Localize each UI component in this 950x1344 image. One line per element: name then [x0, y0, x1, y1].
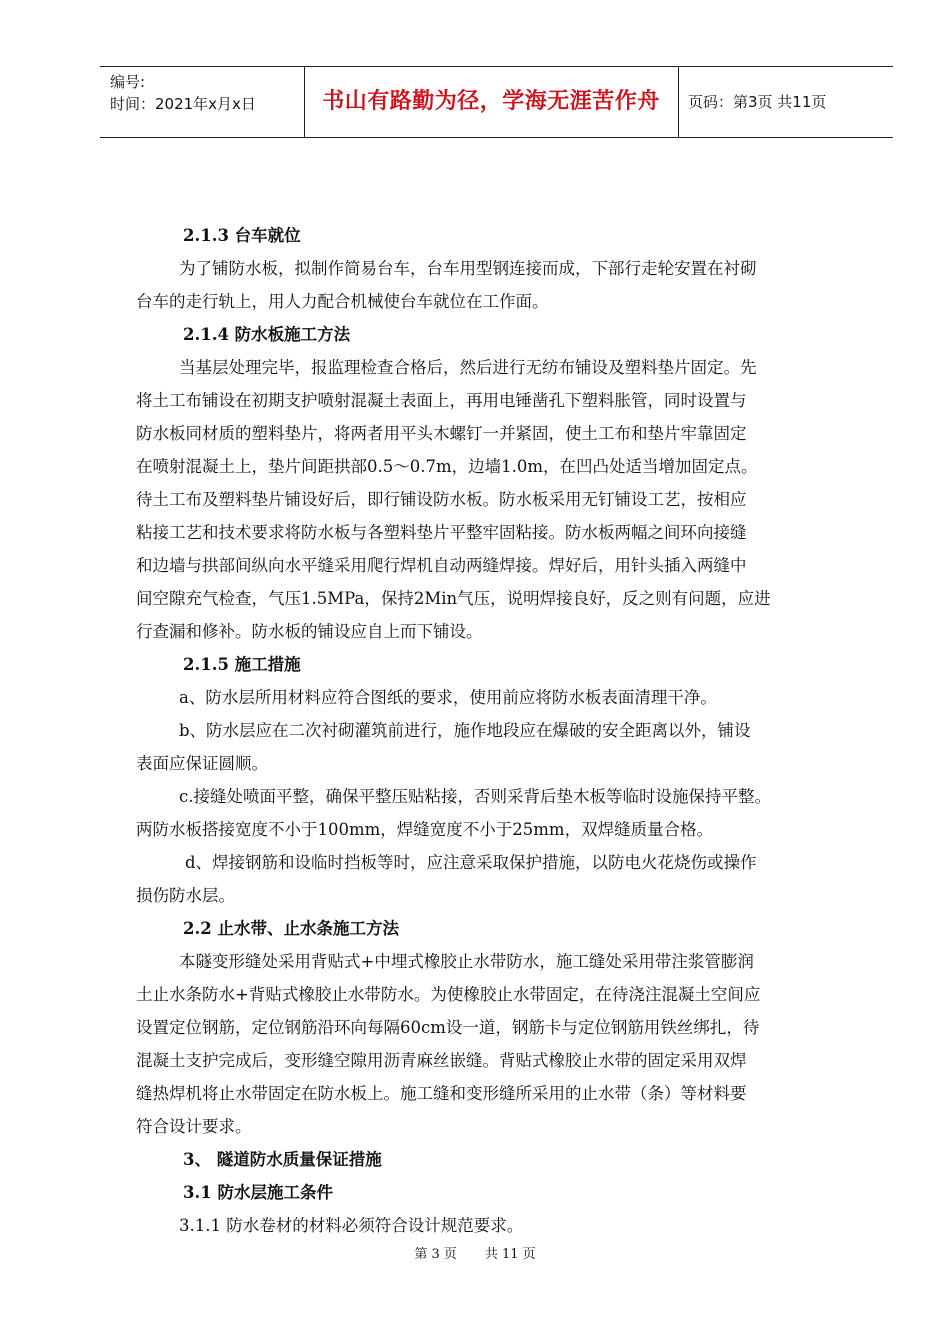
- section-heading-3: 3、 隧道防水质量保证措施: [183, 1150, 382, 1169]
- paragraph-line: 符合设计要求。: [136, 1117, 252, 1136]
- paragraph-line: 待土工布及塑料垫片铺设好后，即行铺设防水板。防水板采用无钉铺设工艺，按相应: [136, 490, 747, 509]
- footer-page-number: 第 3 页: [414, 1247, 457, 1262]
- paragraph-line: 3.1.1 防水卷材的材料必须符合设计规范要求。: [179, 1216, 524, 1235]
- paragraph-line: 缝热焊机将止水带固定在防水板上。施工缝和变形缝所采用的止水带（条）等材料要: [136, 1084, 747, 1103]
- paragraph-line: 设置定位钢筋，定位钢筋沿环向每隔60cm设一道，钢筋卡与定位钢筋用铁丝绑扎，待: [136, 1018, 760, 1037]
- header-motto: 书山有路勤为径，学海无涯苦作舟: [322, 89, 660, 114]
- paragraph-line: 当基层处理完毕，报监理检查合格后，然后进行无纺布铺设及塑料垫片固定。先: [179, 358, 757, 377]
- section-heading-2-2: 2.2 止水带、止水条施工方法: [183, 919, 399, 938]
- list-item: b、防水层应在二次衬砌灌筑前进行，施作地段应在爆破的安全距离以外，铺设: [179, 721, 751, 740]
- paragraph-line: 本隧变形缝处采用背贴式+中埋式橡胶止水带防水，施工缝处采用带注浆管膨润: [179, 952, 754, 971]
- list-item: c.接缝处喷面平整，确保平整压贴粘接，否则采背后垫木板等临时设施保持平整。: [179, 787, 771, 806]
- paragraph-line: 将土工布铺设在初期支护喷射混凝土表面上，再用电锤凿孔下塑料胀管，同时设置与: [136, 391, 747, 410]
- list-item: 表面应保证圆顺。: [136, 754, 268, 773]
- page-footer: [0, 1243, 950, 1262]
- paragraph-line: 防水板同材质的塑料垫片，将两者用平头木螺钉一并紧固，使土工布和垫片牢靠固定: [136, 424, 747, 443]
- list-item: d、焊接钢筋和设临时挡板等时，应注意采取保护措施，以防电火花烧伤或操作: [185, 853, 757, 872]
- paragraph-line: 和边墙与拱部间纵向水平缝采用爬行焊机自动两缝焊接。焊好后，用针头插入两缝中: [136, 556, 747, 575]
- paragraph-line: 台车的走行轨上，用人力配合机械使台车就位在工作面。: [136, 292, 549, 311]
- paragraph-line: 粘接工艺和技术要求将防水板与各塑料垫片平整牢固粘接。防水板两幅之间环向接缝: [136, 523, 747, 542]
- paragraph-line: 行查漏和修补。防水板的铺设应自上而下铺设。: [136, 622, 483, 641]
- section-heading-2-1-5: 2.1.5 施工措施: [183, 655, 301, 674]
- section-heading-2-1-4: 2.1.4 防水板施工方法: [183, 325, 351, 344]
- header-number: 编号:: [110, 73, 146, 91]
- header-divider: [678, 67, 679, 137]
- section-heading-2-1-3: 2.1.3 台车就位: [183, 226, 301, 245]
- paragraph-line: 间空隙充气检查，气压1.5MPa，保持2Min气压，说明焊接良好，反之则有问题，应进: [136, 589, 771, 608]
- paragraph-line: 土止水条防水+背贴式橡胶止水带防水。为使橡胶止水带固定，在待浇注混凝土空间应: [136, 985, 761, 1004]
- list-item: 两防水板搭接宽度不小于100mm，焊缝宽度不小于25mm，双焊缝质量合格。: [136, 820, 714, 839]
- paragraph-line: 在喷射混凝土上，垫片间距拱部0.5～0.7m，边墙1.0m，在凹凸处适当增加固定点。: [136, 457, 758, 476]
- section-heading-3-1: 3.1 防水层施工条件: [183, 1183, 333, 1202]
- list-item: 损伤防水层。: [136, 886, 235, 905]
- footer-page-total: 共 11 页: [484, 1247, 536, 1262]
- list-item: a、防水层所用材料应符合图纸的要求，使用前应将防水板表面清理干净。: [179, 688, 717, 707]
- header-page-info: 页码：第3页 共11页: [688, 93, 827, 111]
- paragraph-line: 混凝土支护完成后，变形缝空隙用沥青麻丝嵌缝。背贴式橡胶止水带的固定采用双焊: [136, 1051, 747, 1070]
- page-header: [100, 66, 893, 138]
- paragraph-line: 为了铺防水板，拟制作简易台车，台车用型钢连接而成，下部行走轮安置在衬砌: [179, 259, 757, 278]
- header-time: 时间：2021年x月x日: [110, 95, 256, 113]
- header-meta: [110, 71, 256, 115]
